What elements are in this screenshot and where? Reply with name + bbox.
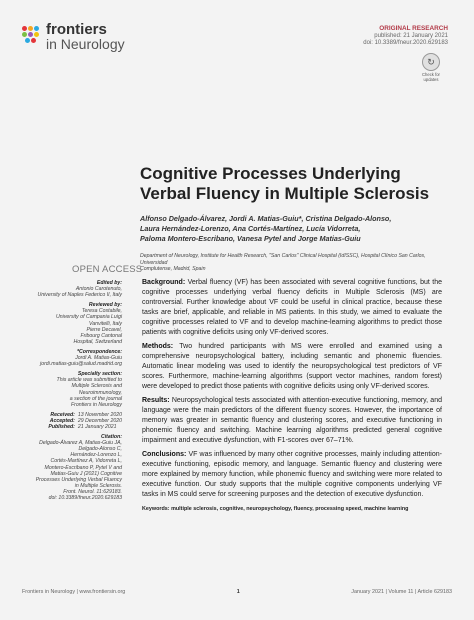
reviewer-name[interactable]: Teresa Costabile,: [81, 308, 122, 315]
title-line: Cognitive Processes Underlying: [140, 164, 401, 183]
correspondence-email[interactable]: jordi.matias-guiu@salud.madrid.org: [40, 361, 122, 368]
page-footer: [22, 589, 452, 595]
reviewer-name[interactable]: Pierre Decavel,: [86, 326, 122, 333]
author-list: [140, 214, 450, 243]
doi-link[interactable]: doi: 10.3389/fneur.2020.629183: [363, 40, 448, 46]
logo-dot: [34, 32, 39, 37]
article-meta-header: [363, 25, 448, 48]
edited-by: Edited by: Antonio Carotenuto, University of Naples Federico II, Italy: [7, 280, 122, 298]
citation: Citation: Delgado-Álvarez A, Matias-Guiu JA, Delgado-Alonso C, Hernández-Lorenzo L, Cortés-Martínez A, Vidorreta L, Montero-Escribano P, Pytel V and Matias-Guiu J (2021) Cognitive Processes Underlying Verbal Fluency in Multiple Sclerosis. Front. Neurol. 11:629183. doi: 10.3389/fneur.2020.629183: [7, 434, 122, 501]
abstract: [142, 278, 442, 517]
footer-journal-link[interactable]: Frontiers in Neurology | www.frontiersin.org: [22, 589, 126, 595]
journal-logo[interactable]: [22, 21, 125, 52]
author-line[interactable]: Alfonso Delgado-Álvarez, Jordi A. Matias-Guiu*, Cristina Delgado-Alonso,: [140, 214, 392, 223]
check-updates-icon: ↻: [422, 53, 440, 71]
logo-dot: [22, 26, 27, 31]
specialty-section: Specialty section: This article was submitted to Multiple Sclerosis and Neuroimmunology, a section of the journal Frontiers in Neurology: [56, 371, 122, 408]
logo-dot: [22, 32, 27, 37]
author-line[interactable]: Laura Hernández-Lorenzo, Ana Cortés-Martínez, Lucía Vidorreta,: [140, 223, 361, 233]
correspondence: *Correspondence: Jordi A. Matias-Guiu jordi.matias-guiu@salud.madrid.org: [7, 349, 122, 367]
article-title: [140, 164, 450, 204]
abstract-background: Background: Verbal fluency (VF) has been associated with several cognitive functions, but the cognitive processes underlying verbal fluency deficits in Multiple Sclerosis (MS) are controversial. Further knowledge about VF could be useful in clinical practice, because these tasks are brief, applicable, and reliable in MS patients. In this study, we aimed to evaluate the cognitive processes related to VF and to develop machine-learning algorithms to predict those patients with cognitive deficits using only VF-derived scores.: [142, 279, 442, 336]
page-number: 1: [236, 589, 240, 595]
citation-doi[interactable]: doi: 10.3389/fneur.2020.629183: [48, 495, 122, 501]
title-line: Verbal Fluency in Multiple Sclerosis: [140, 184, 430, 203]
published-date: published: 21 January 2021: [374, 32, 448, 39]
abstract-conclusions: Conclusions: VF was influenced by many other cognitive processes, mainly including attention-executive functioning, episodic memory, and language. Semantic fluency and clustering were more explained by memory function, while phonemic fluency and switching were more related to executive function. Our study supports that the multiple cognitive components underlying VF tasks in MS could serve for screening purposes and the detection of executive dysfunction.: [142, 451, 442, 498]
article-sidebar: [7, 280, 122, 505]
abstract-methods: Methods: Two hundred participants with MS were enrolled and examined using a comprehensive neuropsychological battery, including semantic and phonemic fluencies. Automatic linear modeling was used to identify the neuropsychological test predictors of VF scores. Furthermore, machine-learning algorithms (support vector machines, random forest) were developed to predict those patients with cognitive deficits using only VF-derived scores.: [142, 343, 442, 390]
journal-name: frontiers: [46, 21, 107, 38]
logo-dot: [25, 38, 30, 43]
logo-dot: [34, 26, 39, 31]
reviewed-by: Reviewed by: Teresa Costabile, University of Campania Luigi Vanvitelli, Italy Pierre Decavel, Fribourg Cantonal Hospital, Switzerland: [7, 302, 122, 345]
article-dates: Received: 13 November 2020 Accepted: 29 December 2020 Published: 21 January 2021: [48, 411, 122, 430]
open-access-label: OPEN ACCESS: [72, 264, 143, 275]
author-line[interactable]: Paloma Montero-Escribano, Vanesa Pytel and Jorge Matias-Guiu: [140, 233, 361, 243]
logo-dot: [31, 38, 36, 43]
check-updates-button[interactable]: [418, 53, 444, 82]
frontiers-logo-icon: [22, 26, 40, 44]
logo-dot: [28, 26, 33, 31]
journal-subtitle: in Neurology: [46, 36, 125, 52]
article-type: ORIGINAL RESEARCH: [379, 25, 448, 32]
footer-issue-info: January 2021 | Volume 11 | Article 629183: [351, 589, 452, 595]
keywords: Keywords: multiple sclerosis, cognitive, neuropsychology, fluency, processing speed, machine learning: [142, 506, 409, 512]
editor-name[interactable]: Antonio Carotenuto,: [75, 286, 122, 293]
check-updates-label: Check for updates: [422, 72, 440, 82]
logo-dot: [28, 32, 33, 37]
affiliation: Department of Neurology, Institute for Health Research, "San Carlos" Clinical Hospital (IdISSC), Hospital Clínico San Carlos, Universidad Complutense, Madrid, Spain: [140, 253, 426, 273]
abstract-results: Results: Neuropsychological tests associated with attention-executive functioning, memory, and language were the main predictors of the different fluency scores. However, the importance of memory was greater in semantic fluency and clustering scores, and executive functioning in phonemic fluency and switching. Machine learning algorithms predicted general cognitive impairment and executive dysfunction, with F1-scores over 67–71%.: [142, 397, 442, 444]
